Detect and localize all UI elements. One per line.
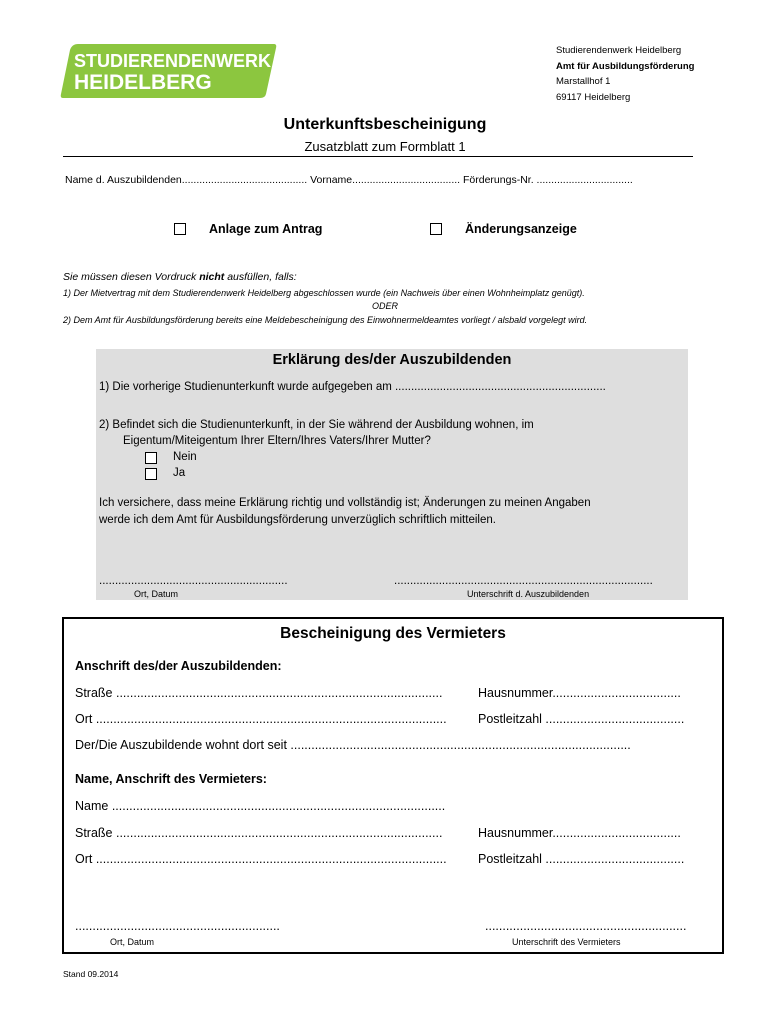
ort-datum-line[interactable]: ........................................................... xyxy=(99,575,288,587)
city: 69117 Heidelberg xyxy=(556,91,631,103)
vermieter-ort-datum-line[interactable]: ........................................................... xyxy=(75,919,280,933)
postleitzahl-field[interactable]: Postleitzahl ........................................ xyxy=(478,712,685,726)
vermieter-strasse-field[interactable]: Straße .............................................................................................. xyxy=(75,826,443,840)
dept-name: Amt für Ausbildungsförderung xyxy=(556,60,695,72)
logo-graphic xyxy=(60,42,278,100)
name-field[interactable]: Name d. Auszubildenden........................................... xyxy=(65,174,308,186)
student-fields-line xyxy=(65,174,633,186)
ja-label: Ja xyxy=(173,467,186,479)
logo-line2: HEIDELBERG xyxy=(74,71,212,94)
anschrift-heading: Anschrift des/der Auszubildenden: xyxy=(75,659,282,673)
vermieter-name-field[interactable]: Name ................................................................................................ xyxy=(75,799,446,813)
notes-intro: Sie müssen diesen Vordruck nicht ausfüllen, falls: xyxy=(63,271,297,283)
signature-caption: Unterschrift d. Auszubildenden xyxy=(467,589,590,599)
note-1: 1) Der Mietvertrag mit dem Studierendenwerk Heidelberg abgeschlossen wurde (ein Nachweis über einen Wohnheimplatz genügt). xyxy=(63,288,585,298)
nein-checkbox[interactable] xyxy=(145,452,157,464)
vermieter-heading: Name, Anschrift des Vermieters: xyxy=(75,772,267,786)
org-name: Studierendenwerk Heidelberg xyxy=(556,45,682,56)
nein-label: Nein xyxy=(173,451,197,463)
stand-date: Stand 09.2014 xyxy=(63,969,119,979)
vermieter-plz-field[interactable]: Postleitzahl ........................................ xyxy=(478,852,685,866)
vermieter-signature-caption: Unterschrift des Vermieters xyxy=(512,937,621,947)
vermieter-ort-field[interactable]: Ort ..................................................................................................... xyxy=(75,852,447,866)
question-1[interactable]: 1) Die vorherige Studienunterkunft wurde aufgegeben am .................................................................. xyxy=(99,381,606,393)
erklaerung-title: Erklärung des/der Auszubildenden xyxy=(272,352,512,368)
title-divider xyxy=(63,156,693,157)
antrag-checkbox[interactable] xyxy=(174,223,186,235)
question-2-line1: 2) Befindet sich die Studienunterkunft, in der Sie während der Ausbildung wohnen, im xyxy=(99,419,534,431)
ja-checkbox[interactable] xyxy=(145,468,157,480)
aenderung-checkbox[interactable] xyxy=(430,223,442,235)
note-oder: ODER xyxy=(371,301,398,311)
address-block xyxy=(556,43,694,105)
vermieter-title: Bescheinigung des Vermieters xyxy=(280,625,506,642)
vorname-field[interactable]: Vorname..................................... xyxy=(310,174,461,186)
street: Marstallhof 1 xyxy=(556,76,611,87)
ort-field[interactable]: Ort ..................................................................................................... xyxy=(75,712,447,726)
versicherung-line2: werde ich dem Amt für Ausbildungsförderung unverzüglich schriftlich mitteilen. xyxy=(99,514,496,526)
foerderungs-nr-field[interactable]: Förderungs-Nr. ................................. xyxy=(463,174,633,186)
vermieter-section xyxy=(62,617,724,954)
page-subtitle: Zusatzblatt zum Formblatt 1 xyxy=(304,139,466,154)
signature-line[interactable]: ................................................................................. xyxy=(394,575,653,587)
antrag-label: Anlage zum Antrag xyxy=(209,222,323,236)
note-2: 2) Dem Amt für Ausbildungsförderung bereits eine Meldebescheinigung des Einwohnermeldeamtes vorliegt / alsbald vorgelegt wird. xyxy=(63,315,588,325)
versicherung-line1: Ich versichere, dass meine Erklärung richtig und vollständig ist; Änderungen zu meinen Angaben xyxy=(99,497,591,509)
hausnummer-field[interactable]: Hausnummer..................................... xyxy=(478,686,681,700)
studierendenwerk-logo xyxy=(60,42,278,100)
vermieter-signature-line[interactable]: .......................................................... xyxy=(485,919,687,933)
page-title: Unterkunftsbescheinigung xyxy=(283,116,487,133)
aenderung-label: Änderungsanzeige xyxy=(465,222,577,236)
wohnt-seit-field[interactable]: Der/Die Auszubildende wohnt dort seit .................................................................................................. xyxy=(75,738,631,752)
logo-line1: STUDIERENDENWERK xyxy=(74,51,272,71)
ort-datum-caption: Ort, Datum xyxy=(134,589,179,599)
vermieter-ort-datum-caption: Ort, Datum xyxy=(110,937,155,947)
question-2-line2: Eigentum/Miteigentum Ihrer Eltern/Ihres Vaters/Ihrer Mutter? xyxy=(123,435,431,447)
vermieter-hausnummer-field[interactable]: Hausnummer..................................... xyxy=(478,826,681,840)
strasse-field[interactable]: Straße .............................................................................................. xyxy=(75,686,443,700)
erklaerung-section xyxy=(96,349,688,600)
